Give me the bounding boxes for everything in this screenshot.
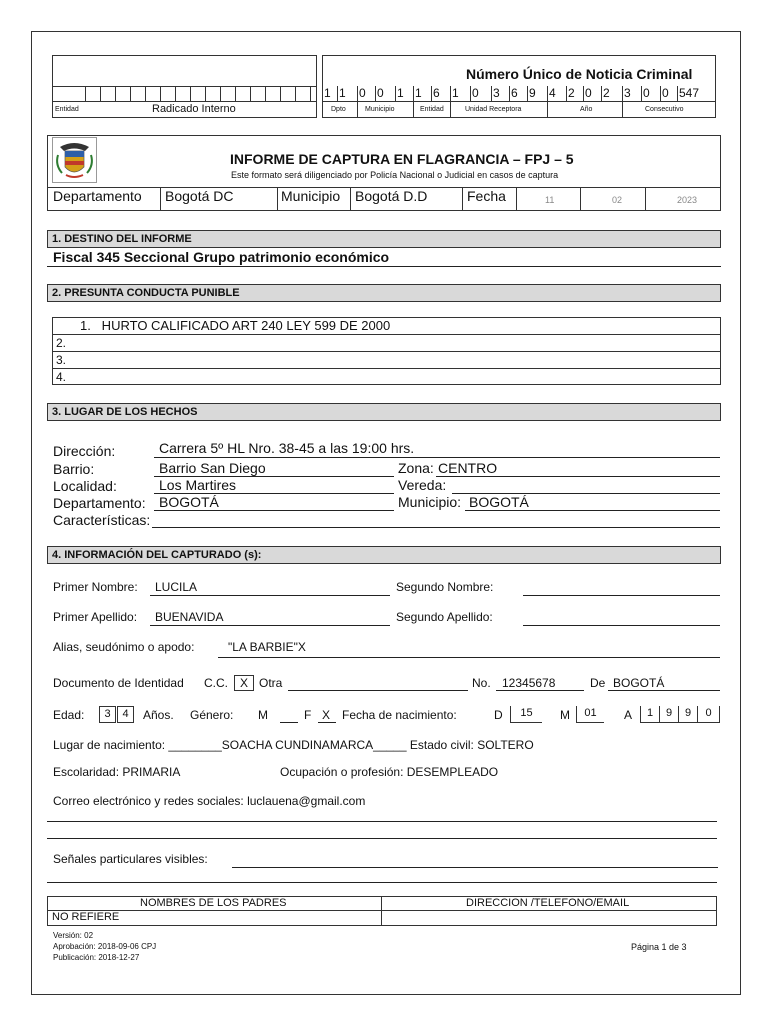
page-number: Página 1 de 3 [631,942,687,952]
senales-label: Señales particulares visibles: [53,852,208,866]
noticia-digit-separator [395,86,396,101]
edad-digit-1[interactable]: 3 [99,706,116,723]
direccion-header: DIRECCION /TELEFONO/EMAIL [466,897,630,909]
radicado-grid-tick [280,86,281,101]
escolaridad: Escolaridad: PRIMARIA [53,765,181,779]
departamento-header-value: Bogotá DC [165,188,234,204]
form-subtitle: Este formato será diligenciado por Policía Nacional o Judicial en casos de captura [231,170,559,180]
radicado-grid-tick [310,86,311,101]
municipio-value: BOGOTÁ [469,494,529,510]
anio-digit-3[interactable]: 9 [678,706,698,723]
radicado-grid-tick [160,86,161,101]
municipio-header-label: Municipio [281,188,341,204]
alias-label: Alias, seudónimo o apodo: [53,640,195,654]
dpto-label: Dpto [331,106,346,113]
consecutivo-label: Consecutivo [645,106,684,113]
noticia-digit-separator [660,86,661,101]
noticia-digit-separator [375,86,376,101]
noticia-digit-separator [622,86,623,101]
genero-label: Género: [190,708,234,722]
radicado-grid-tick [175,86,176,101]
edad-label: Edad: [53,708,85,722]
noticia-digit-separator [527,86,528,101]
localidad-label: Localidad: [53,478,117,494]
noticia-digit-separator [583,86,584,101]
noticia-group-separator [357,101,358,118]
segundo-apellido-label: Segundo Apellido: [396,610,493,624]
anio-digit-2[interactable]: 9 [659,706,679,723]
noticia-digit-separator [337,86,338,101]
vereda-label: Vereda: [398,477,447,493]
noticia-digit: 6 [511,86,518,100]
anos-label: Años. [143,708,174,722]
fecha-dia: 11 [545,195,555,205]
primer-apellido-label: Primer Apellido: [53,610,138,624]
noticia-group-separator [622,101,623,118]
noticia-digit: 0 [472,86,479,100]
noticia-digit: 1 [339,86,346,100]
direccion-label: Dirección: [53,443,116,459]
coat-of-arms-icon [52,137,97,183]
zona-value: CENTRO [438,460,498,476]
noticia-top-separator [322,55,323,86]
noticia-digit: 0 [359,86,366,100]
direccion-value: Carrera 5º HL Nro. 38-45 a las 19:00 hrs. [159,440,415,456]
de-label: De [590,676,606,690]
lugar-nacimiento: Lugar de nacimiento: ________SOACHA CUNDINAMARCA_____ Estado civil: SOLTERO [53,738,534,752]
noticia-digit-separator [677,86,678,101]
noticia-digit: 1 [415,86,422,100]
version: Versión: 02 [53,931,94,940]
form-title: INFORME DE CAPTURA EN FLAGRANCIA – FPJ – 5 [230,151,574,167]
section-2-title: 2. PRESUNTA CONDUCTA PUNIBLE [47,284,721,302]
f-label: F [304,708,312,722]
conducta-item-3: 3. [56,353,67,367]
radicado-grid-tick [100,86,101,101]
noticia-digit: 3 [493,86,500,100]
noticia-digit-separator [566,86,567,101]
f-mark[interactable]: X [322,708,331,722]
municipio-header-value: Bogotá D.D [355,188,428,204]
entidad-right-label: Entidad [420,106,444,113]
fecha-mes: 02 [612,195,623,205]
doc-label: Documento de Identidad [53,676,184,690]
noticia-digit-separator [547,86,548,101]
radicado-grid-tick [145,86,146,101]
section-4-title: 4. INFORMACIÓN DEL CAPTURADO (s): [47,546,721,564]
noticia-digit-separator [491,86,492,101]
no-label: No. [472,676,491,690]
otra-label: Otra [259,676,283,690]
noticia-digit-separator [450,86,451,101]
noticia-digit: 1 [452,86,459,100]
cc-checkbox[interactable]: X [234,675,254,691]
noticia-digit: 0 [662,86,669,100]
noticia-digit: 9 [529,86,536,100]
destino-value: Fiscal 345 Seccional Grupo patrimonio económico [53,249,390,265]
noticia-digit: 4 [549,86,556,100]
noticia-digit: 2 [603,86,610,100]
radicado-grid-tick [265,86,266,101]
barrio-value: Barrio San Diego [159,460,266,476]
radicado-grid-tick [205,86,206,101]
anio-digit-4[interactable]: 0 [697,706,720,723]
cc-label: C.C. [204,676,228,690]
noticia-digit-separator [601,86,602,101]
noticia-group-separator [547,101,548,118]
segundo-nombre-label: Segundo Nombre: [396,580,494,594]
no-value: 12345678 [502,676,556,690]
a-label: A [624,708,633,722]
zona-label: Zona: [398,460,434,476]
primer-apellido-value: BUENAVIDA [155,610,224,624]
noticia-digit-separator [322,86,323,101]
conducta-item-2: 2. [56,336,67,350]
radicado-grid-tick [295,86,296,101]
municipio-header-label: Municipio [365,106,395,113]
fecha-anio: 2023 [677,195,698,205]
m-label: M [258,708,268,722]
primer-nombre-label: Primer Nombre: [53,580,138,594]
noticia-digit-separator [509,86,510,101]
radicado-grid-tick [190,86,191,101]
noticia-digit: 1 [397,86,404,100]
departamento-label: Departamento: [53,495,146,511]
departamento-header-label: Departamento [53,188,142,204]
noticia-digit: 0 [585,86,592,100]
anio-digit-1[interactable]: 1 [640,706,660,723]
noticia-title: Número Único de Noticia Criminal [466,66,693,82]
unidad-label: Unidad Receptora [465,106,522,113]
publicacion: Publicación: 2018-12-27 [53,953,140,962]
noticia-digit-separator [470,86,471,101]
d-label: D [494,708,503,722]
noticia-digit: 0 [643,86,650,100]
noticia-digit: 1 [324,86,331,100]
noticia-group-separator [450,101,451,118]
radicado-grid-tick [235,86,236,101]
noticia-digit-separator [357,86,358,101]
noticia-digit-separator [431,86,432,101]
anio-label: Año [580,106,593,113]
alias-value: "LA BARBIE"X [228,640,306,654]
barrio-label: Barrio: [53,461,95,477]
padres-value: NO REFIERE [52,911,120,923]
municipio-label: Municipio: [398,494,462,510]
conducta-item-1: 1. HURTO CALIFICADO ART 240 LEY 599 DE 2000 [80,318,391,333]
radicado-grid-tick [130,86,131,101]
noticia-digit: 547 [679,86,700,100]
fecha-label: Fecha [467,188,506,204]
radicado-grid-tick [250,86,251,101]
noticia-digit: 0 [377,86,384,100]
noticia-digit-separator [641,86,642,101]
noticia-digit: 6 [433,86,440,100]
correo: Correo electrónico y redes sociales: luclauena@gmail.com [53,794,366,808]
radicado-grid-tick [115,86,116,101]
aprobacion: Aprobación: 2018-09-06 CPJ [53,942,157,951]
caracteristicas-label: Características: [53,512,151,528]
conducta-item-4: 4. [56,370,67,384]
de-value: BOGOTÁ [613,676,665,690]
entidad-left-label: Entidad [55,106,79,113]
localidad-value: Los Martires [159,477,237,493]
ocupacion: Ocupación o profesión: DESEMPLEADO [280,765,499,779]
noticia-digit: 2 [568,86,575,100]
mes-nacimiento[interactable]: 01 [576,706,604,723]
radicado-grid-tick [220,86,221,101]
departamento-value: BOGOTÁ [159,494,219,510]
section-3-title: 3. LUGAR DE LOS HECHOS [47,403,721,421]
edad-digit-2[interactable]: 4 [117,706,134,723]
m2-label: M [560,708,570,722]
fecha-nac-label: Fecha de nacimiento: [342,708,457,722]
noticia-group-separator [413,101,414,118]
radicado-grid-tick [85,86,86,101]
primer-nombre-value: LUCILA [155,580,198,594]
dia-nacimiento[interactable]: 15 [510,706,542,723]
noticia-digit: 3 [624,86,631,100]
section-1-title: 1. DESTINO DEL INFORME [47,230,721,248]
radicado-label: Radicado Interno [152,103,236,115]
noticia-digit-separator [413,86,414,101]
padres-header: NOMBRES DE LOS PADRES [140,897,287,909]
